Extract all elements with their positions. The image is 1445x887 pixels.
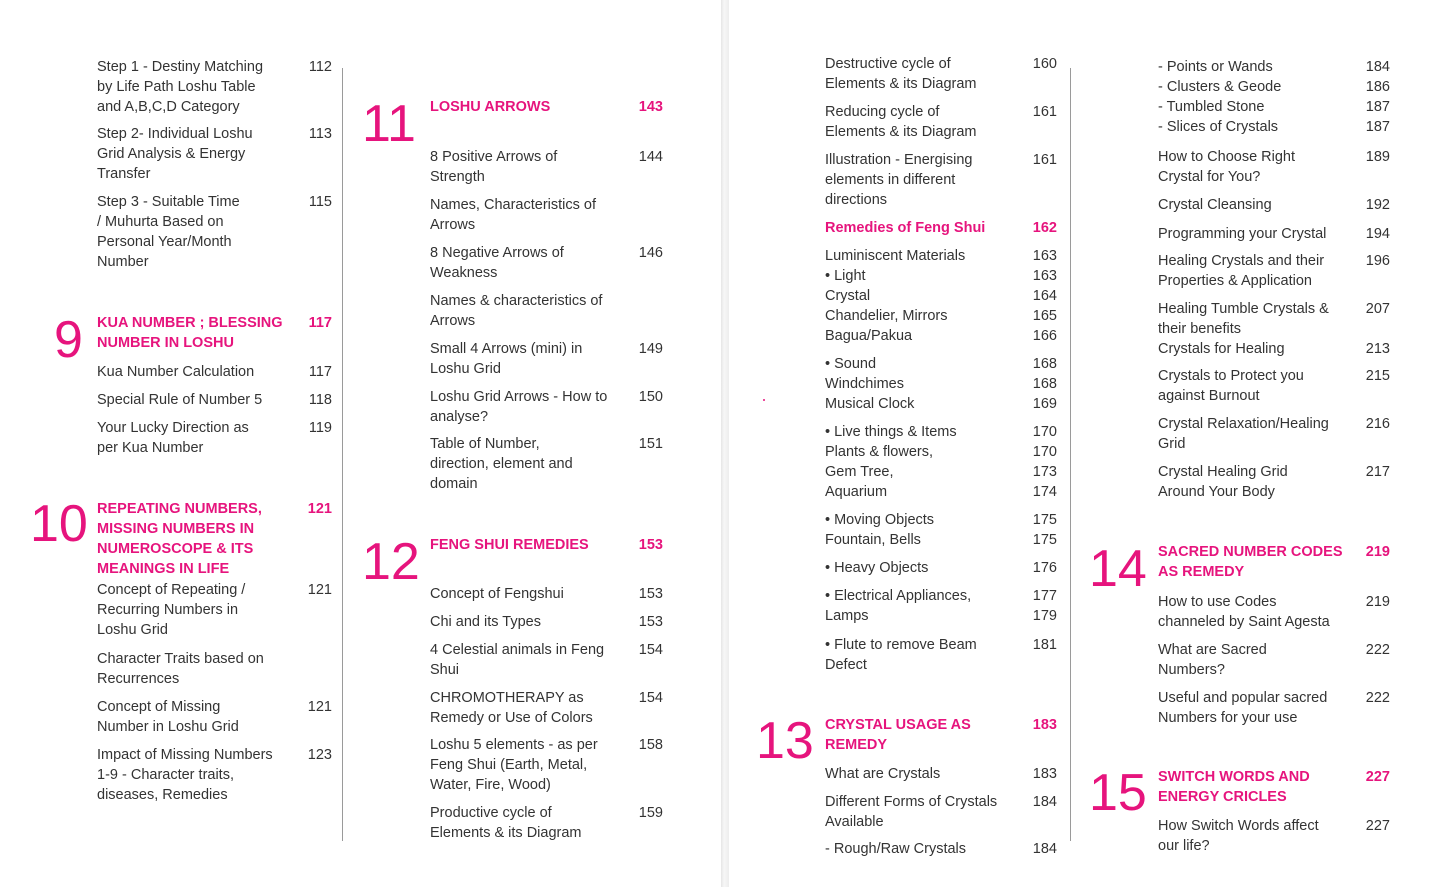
section-title: LOSHU ARROWS (430, 99, 551, 115)
toc-entry[interactable] (1158, 462, 1390, 502)
section-heading[interactable] (430, 535, 663, 555)
page-number: 150 (638, 389, 663, 405)
toc-entry[interactable] (1158, 816, 1390, 856)
toc-entry[interactable] (1158, 251, 1390, 291)
section-number-9: 9 (54, 311, 83, 369)
page-number: 161 (1032, 104, 1057, 120)
toc-entry[interactable] (1158, 57, 1390, 137)
toc-entry[interactable] (430, 640, 663, 680)
toc-entry[interactable] (97, 124, 332, 184)
entry-title: Crystal Relaxation/Healing Grid (1158, 416, 1329, 452)
page-number: 123 (307, 747, 332, 763)
toc-entry[interactable] (430, 434, 663, 494)
page-number: 144 (638, 149, 663, 165)
entry-title: • Live things & Items Plants & flowers, Gem Tree, Aquarium (825, 424, 957, 500)
page-number: 149 (638, 341, 663, 357)
entry-title: Reducing cycle of Elements & its Diagram (825, 104, 977, 140)
entry-title: Luminiscent Materials • Light Crystal Chandelier, Mirrors Bagua/Pakua (825, 248, 966, 344)
page-number: 159 (638, 805, 663, 821)
section-heading[interactable] (1158, 542, 1390, 582)
entry-title: Step 1 - Destiny Matching by Life Path Loshu Table and A,B,C,D Category (97, 59, 264, 115)
page-number: 183 (1032, 766, 1057, 782)
page-number: 170 170 173 174 (1032, 424, 1057, 500)
toc-entry[interactable] (1158, 366, 1390, 406)
toc-entry[interactable] (430, 735, 663, 795)
entry-title: Loshu 5 elements - as per Feng Shui (Earth, Metal, Water, Fire, Wood) (430, 737, 598, 793)
entry-title: Healing Tumble Crystals & their benefits Crystals for Healing (1158, 301, 1329, 357)
toc-entry[interactable] (825, 839, 1057, 859)
entry-title: Concept of Repeating / Recurring Numbers in Loshu Grid (97, 582, 246, 638)
page-number: 162 (1032, 220, 1057, 236)
entry-title: • Sound Windchimes Musical Clock (825, 356, 915, 412)
page-number: 207 213 (1365, 301, 1390, 357)
page-number: 115 (308, 194, 332, 210)
page-number: 194 (1365, 226, 1390, 242)
toc-entry[interactable] (1158, 414, 1390, 454)
entry-title: Character Traits based on Recurrences (97, 651, 264, 687)
entry-title: - Rough/Raw Crystals (825, 841, 967, 857)
toc-entry[interactable] (1158, 592, 1390, 632)
page-number: 183 (1032, 717, 1057, 733)
section-title: SACRED NUMBER CODES AS REMEDY (1158, 544, 1343, 580)
toc-entry[interactable] (97, 192, 332, 272)
entry-title: How to use Codes channeled by Saint Agesta (1158, 594, 1330, 630)
entry-title: Step 2- Individual Loshu Grid Analysis & Energy Transfer (97, 126, 253, 182)
section-number-10: 10 (30, 495, 88, 553)
toc-entry[interactable] (430, 387, 663, 427)
page-number: 184 (1032, 841, 1057, 857)
section-title: KUA NUMBER ; BLESSING NUMBER IN LOSHU (97, 315, 283, 351)
entry-title: Kua Number Calculation (97, 364, 255, 380)
page-number: 217 (1365, 464, 1390, 480)
page-number: 196 (1365, 253, 1390, 269)
entry-title: 8 Positive Arrows of Strength (430, 149, 558, 185)
page-number: 227 (1365, 818, 1390, 834)
page-number: 121 (307, 699, 332, 715)
entry-title: • Electrical Appliances, Lamps (825, 588, 972, 624)
entry-title: Impact of Missing Numbers 1-9 - Character traits, diseases, Remedies (97, 747, 273, 803)
page-number: 112 (308, 59, 332, 75)
entry-title: Different Forms of Crystals Available (825, 794, 998, 830)
toc-entry[interactable] (1158, 299, 1390, 359)
page-number: 227 (1365, 769, 1390, 785)
page-number: 158 (638, 737, 663, 753)
entry-title: Concept of Fengshui (430, 586, 564, 602)
entry-title: Destructive cycle of Elements & its Diagram (825, 56, 977, 92)
toc-entry[interactable] (825, 558, 1057, 578)
page-number: 184 (1032, 794, 1057, 810)
toc-entry[interactable] (825, 422, 1057, 502)
toc-entry[interactable] (97, 580, 332, 640)
page-number: 153 (638, 586, 663, 602)
page-number: 189 (1365, 149, 1390, 165)
page-number: 118 (308, 392, 332, 408)
toc-entry[interactable] (430, 243, 663, 283)
toc-entry[interactable] (825, 150, 1057, 210)
entry-title: Your Lucky Direction as per Kua Number (97, 420, 249, 456)
entry-title: Small 4 Arrows (mini) in Loshu Grid (430, 341, 583, 377)
section-heading[interactable] (1158, 767, 1390, 807)
page-number: 163 163 164 165 166 (1032, 248, 1057, 344)
stray-mark (763, 399, 765, 401)
toc-entry[interactable] (825, 635, 1057, 675)
column-divider (1070, 68, 1071, 841)
toc-entry[interactable] (825, 354, 1057, 414)
page-number: 121 (307, 501, 332, 517)
entry-title: Crystal Cleansing (1158, 197, 1272, 213)
toc-entry[interactable] (825, 586, 1057, 626)
section-title: FENG SHUI REMEDIES (430, 537, 589, 553)
toc-entry[interactable] (825, 792, 1057, 832)
toc-entry[interactable] (1158, 688, 1390, 728)
page-number: 153 (638, 614, 663, 630)
page-number: 143 (638, 99, 663, 115)
toc-entry[interactable] (825, 246, 1057, 346)
toc-entry[interactable] (825, 764, 1057, 784)
entry-title: Table of Number, direction, element and domain (430, 436, 573, 492)
toc-entry[interactable] (825, 102, 1057, 142)
entry-title: How Switch Words affect our life? (1158, 818, 1319, 854)
book-spine (721, 0, 729, 887)
entry-title: • Moving Objects Fountain, Bells (825, 512, 935, 548)
toc-entry[interactable] (430, 147, 663, 187)
entry-title: Names & characteristics of Arrows (430, 293, 603, 329)
toc-entry[interactable] (825, 510, 1057, 550)
section-heading[interactable] (825, 715, 1057, 755)
page-number: 175 175 (1032, 512, 1057, 548)
toc-entry[interactable] (430, 612, 663, 632)
page-number: 176 (1032, 560, 1057, 576)
entry-title: Healing Crystals and their Properties & Application (1158, 253, 1325, 289)
toc-entry[interactable] (430, 195, 663, 235)
entry-title: • Flute to remove Beam Defect (825, 637, 977, 673)
section-number-15: 15 (1089, 764, 1147, 822)
toc-entry[interactable] (97, 57, 332, 117)
page-number: 161 (1032, 152, 1057, 168)
toc-entry[interactable] (97, 418, 332, 458)
page-number: 154 (638, 642, 663, 658)
page-number: 119 (308, 420, 332, 436)
toc-entry[interactable] (430, 339, 663, 379)
page-number: 222 (1365, 690, 1390, 706)
toc-entry[interactable] (97, 649, 332, 689)
section-heading[interactable] (97, 499, 332, 579)
page-number: 219 (1365, 594, 1390, 610)
page-number: 113 (308, 126, 332, 142)
page-number: 222 (1365, 642, 1390, 658)
entry-title: Names, Characteristics of Arrows (430, 197, 596, 233)
page-number: 151 (638, 436, 663, 452)
section-number-12: 12 (362, 533, 420, 591)
column-divider (342, 68, 343, 841)
entry-title: Special Rule of Number 5 (97, 392, 263, 408)
toc-entry[interactable] (430, 688, 663, 728)
toc-entry[interactable] (97, 390, 332, 410)
toc-entry[interactable] (1158, 640, 1390, 680)
section-title: CRYSTAL USAGE AS REMEDY (825, 717, 971, 753)
page-number: 153 (638, 537, 663, 553)
entry-title: • Heavy Objects (825, 560, 929, 576)
entry-title: Programming your Crystal (1158, 226, 1327, 242)
page-number: 192 (1365, 197, 1390, 213)
entry-title: Crystals to Protect you against Burnout (1158, 368, 1304, 404)
toc-entry[interactable] (1158, 195, 1390, 215)
section-number-14: 14 (1089, 540, 1147, 598)
toc-entry[interactable] (97, 697, 332, 737)
toc-entry[interactable] (97, 362, 332, 382)
page-number: 160 (1032, 56, 1057, 72)
section-heading[interactable] (97, 313, 332, 353)
page-number: 117 (308, 364, 332, 380)
toc-entry[interactable] (1158, 147, 1390, 187)
entry-title: Step 3 - Suitable Time / Muhurta Based on Personal Year/Month Number (97, 194, 240, 270)
entry-title: Crystal Healing Grid Around Your Body (1158, 464, 1288, 500)
entry-title: What are Crystals (825, 766, 941, 782)
entry-title: Illustration - Energising elements in different directions (825, 152, 973, 208)
toc-entry[interactable] (430, 584, 663, 604)
entry-title: 8 Negative Arrows of Weakness (430, 245, 564, 281)
page-number: 168 168 169 (1032, 356, 1057, 412)
section-title: REPEATING NUMBERS, MISSING NUMBERS IN NUMEROSCOPE & ITS MEANINGS IN LIFE (97, 501, 262, 577)
page-number: 121 (307, 582, 332, 598)
entry-title: What are Sacred Numbers? (1158, 642, 1267, 678)
toc-entry[interactable] (97, 745, 332, 805)
page-number: 177 179 (1032, 588, 1057, 624)
section-title: SWITCH WORDS AND ENERGY CRICLES (1158, 769, 1310, 805)
section-number-13: 13 (756, 712, 814, 770)
section-heading[interactable] (825, 218, 1057, 238)
page-number: 215 (1365, 368, 1390, 384)
entry-title: Concept of Missing Number in Loshu Grid (97, 699, 239, 735)
entry-title: Loshu Grid Arrows - How to analyse? (430, 389, 608, 425)
toc-entry[interactable] (430, 803, 663, 843)
toc-entry[interactable] (825, 54, 1057, 94)
section-heading[interactable] (430, 97, 663, 117)
entry-title: Useful and popular sacred Numbers for your use (1158, 690, 1328, 726)
page-number: 219 (1365, 544, 1390, 560)
entry-title: - Points or Wands - Clusters & Geode - Tumbled Stone - Slices of Crystals (1158, 59, 1282, 135)
entry-title: Chi and its Types (430, 614, 541, 630)
entry-title: 4 Celestial animals in Feng Shui (430, 642, 605, 678)
page-number: 146 (638, 245, 663, 261)
toc-entry[interactable] (1158, 224, 1390, 244)
entry-title: Productive cycle of Elements & its Diagram (430, 805, 582, 841)
page-number: 184 186 187 187 (1365, 59, 1390, 135)
page-number: 117 (308, 315, 332, 331)
page-number: 216 (1365, 416, 1390, 432)
entry-title: How to Choose Right Crystal for You? (1158, 149, 1296, 185)
entry-title: CHROMOTHERAPY as Remedy or Use of Colors (430, 690, 593, 726)
section-title: Remedies of Feng Shui (825, 220, 986, 236)
page-number: 181 (1032, 637, 1057, 653)
page-number: 154 (638, 690, 663, 706)
toc-entry[interactable] (430, 291, 663, 331)
section-number-11: 11 (362, 95, 416, 153)
